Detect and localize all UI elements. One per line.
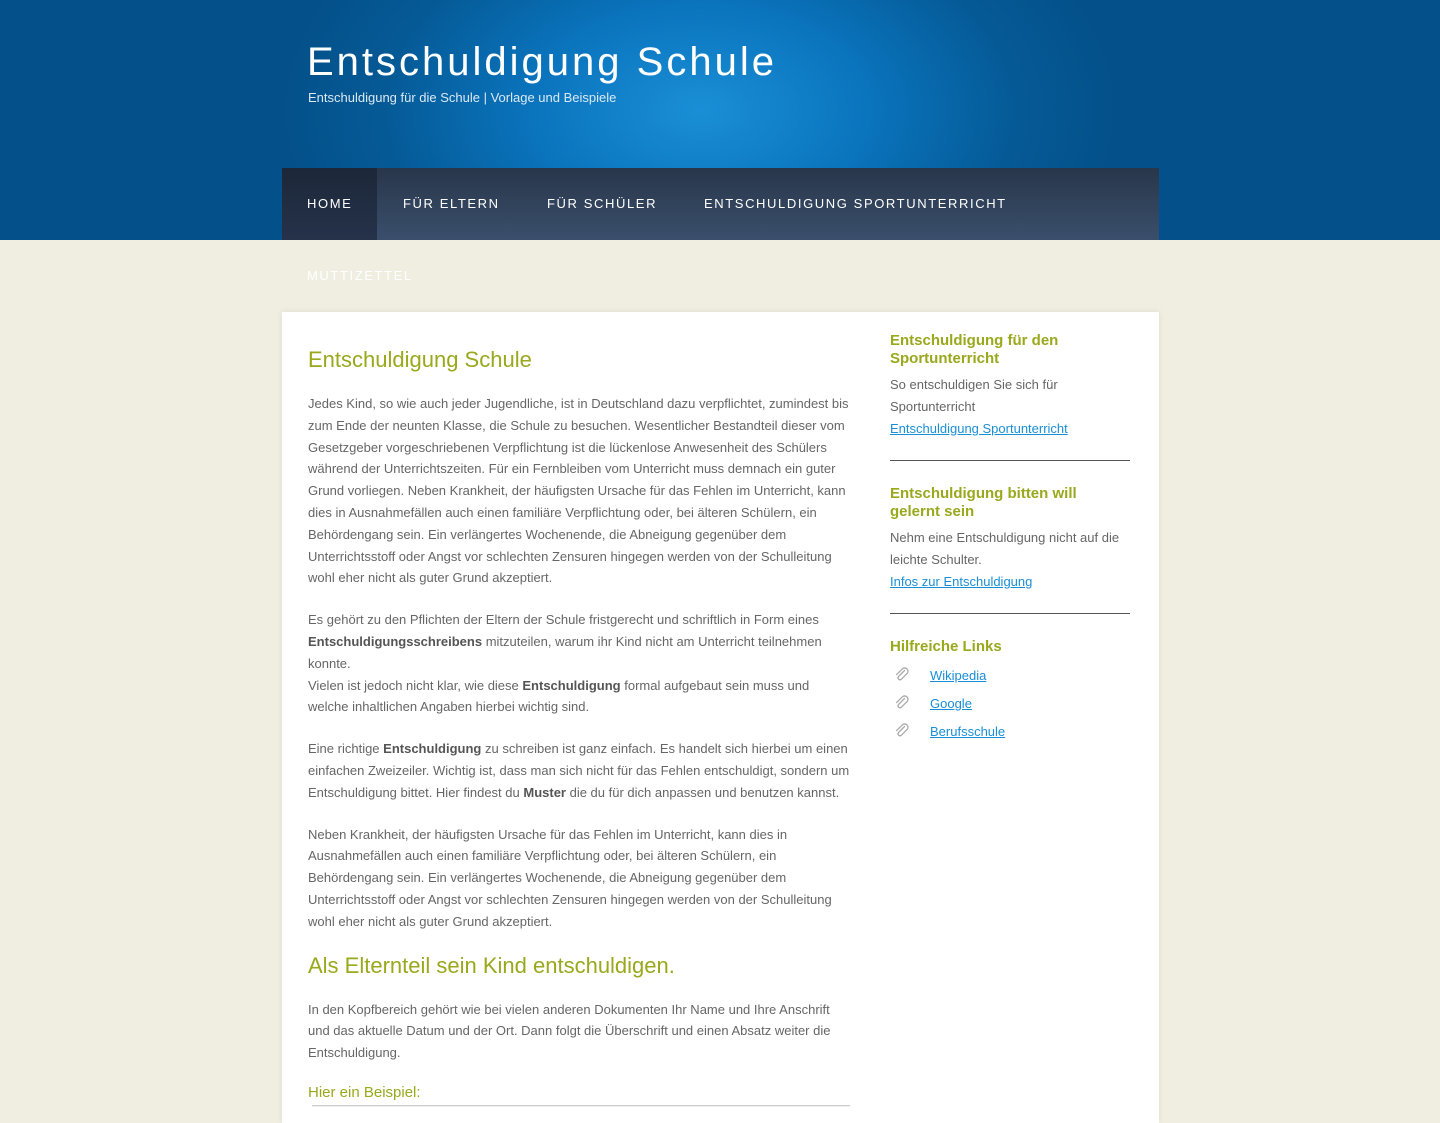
widget-hilfreiche-links [890, 638, 1130, 746]
nav-item-fuer-schueler[interactable]: FÜR SCHÜLER [547, 196, 658, 211]
section-heading-parents: Als Elternteil sein Kind entschuldigen. [308, 952, 675, 978]
link-berufsschule[interactable]: Berufsschule [930, 724, 1006, 739]
widget-text: So entschuldigen Sie sich für Sportunterricht [890, 377, 1058, 414]
nav-item-sportunterricht[interactable]: ENTSCHULDIGUNG SPORTUNTERRICHT [704, 196, 1007, 211]
example-heading: Hier ein Beispiel: [308, 1083, 421, 1101]
widget-divider [890, 613, 1130, 614]
link-list [890, 662, 1130, 746]
link-entschuldigung-sportunterricht[interactable]: Entschuldigung Sportunterricht [890, 421, 1068, 436]
site-title[interactable]: Entschuldigung Schule [307, 40, 777, 84]
paragraph-reasons: Neben Krankheit, der häufigsten Ursache für das Fehlen im Unterricht, kann dies in Ausnahmefällen auch einen familiäre Verpflichtung oder, bei älteren Schülern, ein Behördengang sein. Ein verlängertes Wochenende, die Abneigung gegenüber dem Unterrichtsstoff oder Angst vor schlechten Zensuren hingegen werden von der Schulleitung wohl eher nicht als guter Grund akzeptiert. [308, 826, 832, 929]
nav-item-fuer-eltern[interactable]: FÜR ELTERN [403, 196, 500, 211]
paragraph-intro: Jedes Kind, so wie auch jeder Jugendliche, ist in Deutschland dazu verpflichtet, zumindest bis zum Ende der neunten Klasse, die Schule zu besuchen. Wesentlicher Bestandteil dieser vom Gesetzgeber vorgeschriebenen Verpflichtung ist die lückenlose Anwesenheit des Schülers während der Unterrichtszeiten. Für ein Fernbleiben vom Unterricht muss demnach ein guter Grund vorliegen. Neben Krankheit, der häufigsten Ursache für das Fehlen im Unterricht, kann dies in Ausnahmefällen auch einen familiäre Verpflichtung oder, bei älteren Schülern, ein Behördengang sein. Ein verlängertes Wochenende, die Abneigung gegenüber dem Unterrichtsstoff oder Angst vor schlechten Zensuren hingegen werden von der Schulleitung wohl eher nicht als guter Grund akzeptiert. [308, 396, 849, 586]
example-divider [312, 1105, 850, 1107]
list-item [890, 662, 1130, 690]
site-tagline: Entschuldigung für die Schule | Vorlage und Beispiele [308, 90, 617, 105]
paperclip-icon [890, 723, 930, 742]
paragraph-duties: Es gehört zu den Pflichten der Eltern der Schule fristgerecht und schriftlich in Form eines Entschuldigungsschreibens mitzuteilen, warum ihr Kind nicht am Unterricht teilnehmen konnte. Vielen ist jedoch nicht klar, wie diese Entschuldigung formal aufgebaut sein muss und welche inhaltlichen Angaben hierbei wichtig sind. [308, 612, 822, 715]
sidebar [890, 332, 1130, 746]
widget-title: Entschuldigung bitten will gelernt sein [890, 485, 1077, 520]
widget-sportunterricht [890, 332, 1130, 440]
widget-title: Entschuldigung für den Sportunterricht [890, 332, 1059, 367]
list-item [890, 690, 1130, 718]
main-navigation [282, 168, 1159, 240]
nav-item-muttizettel[interactable]: MUTTIZETTEL [307, 268, 413, 283]
widget-divider [890, 460, 1130, 461]
paragraph-header-info: In den Kopfbereich gehört wie bei vielen anderen Dokumenten Ihr Name und Ihre Anschrift und das aktuelle Datum und der Ort. Dann folgt die Überschrift und einen Absatz weiter die Entschuldigung. [308, 1001, 831, 1061]
link-wikipedia[interactable]: Wikipedia [930, 668, 987, 683]
paperclip-icon [890, 667, 930, 686]
paperclip-icon [890, 695, 930, 714]
main-article [308, 344, 853, 1107]
paragraph-how-to: Eine richtige Entschuldigung zu schreiben ist ganz einfach. Es handelt sich hierbei um einen einfachen Zweizeiler. Wichtig ist, dass man sich nicht für das Fehlen entschuldigt, sondern um Entschuldigung bittet. Hier findest du Muster die du für dich anpassen und benutzen kannst. [308, 741, 850, 800]
widget-text: Nehm eine Entschuldigung nicht auf die leichte Schulter. [890, 530, 1120, 567]
widget-title: Hilfreiche Links [890, 638, 1002, 655]
list-item [890, 718, 1130, 746]
link-google[interactable]: Google [930, 696, 972, 711]
widget-bitten [890, 485, 1130, 593]
link-infos-entschuldigung[interactable]: Infos zur Entschuldigung [890, 574, 1033, 589]
content-area [282, 312, 1159, 1123]
page-title: Entschuldigung Schule [308, 347, 532, 372]
nav-item-home[interactable]: HOME [282, 168, 377, 240]
